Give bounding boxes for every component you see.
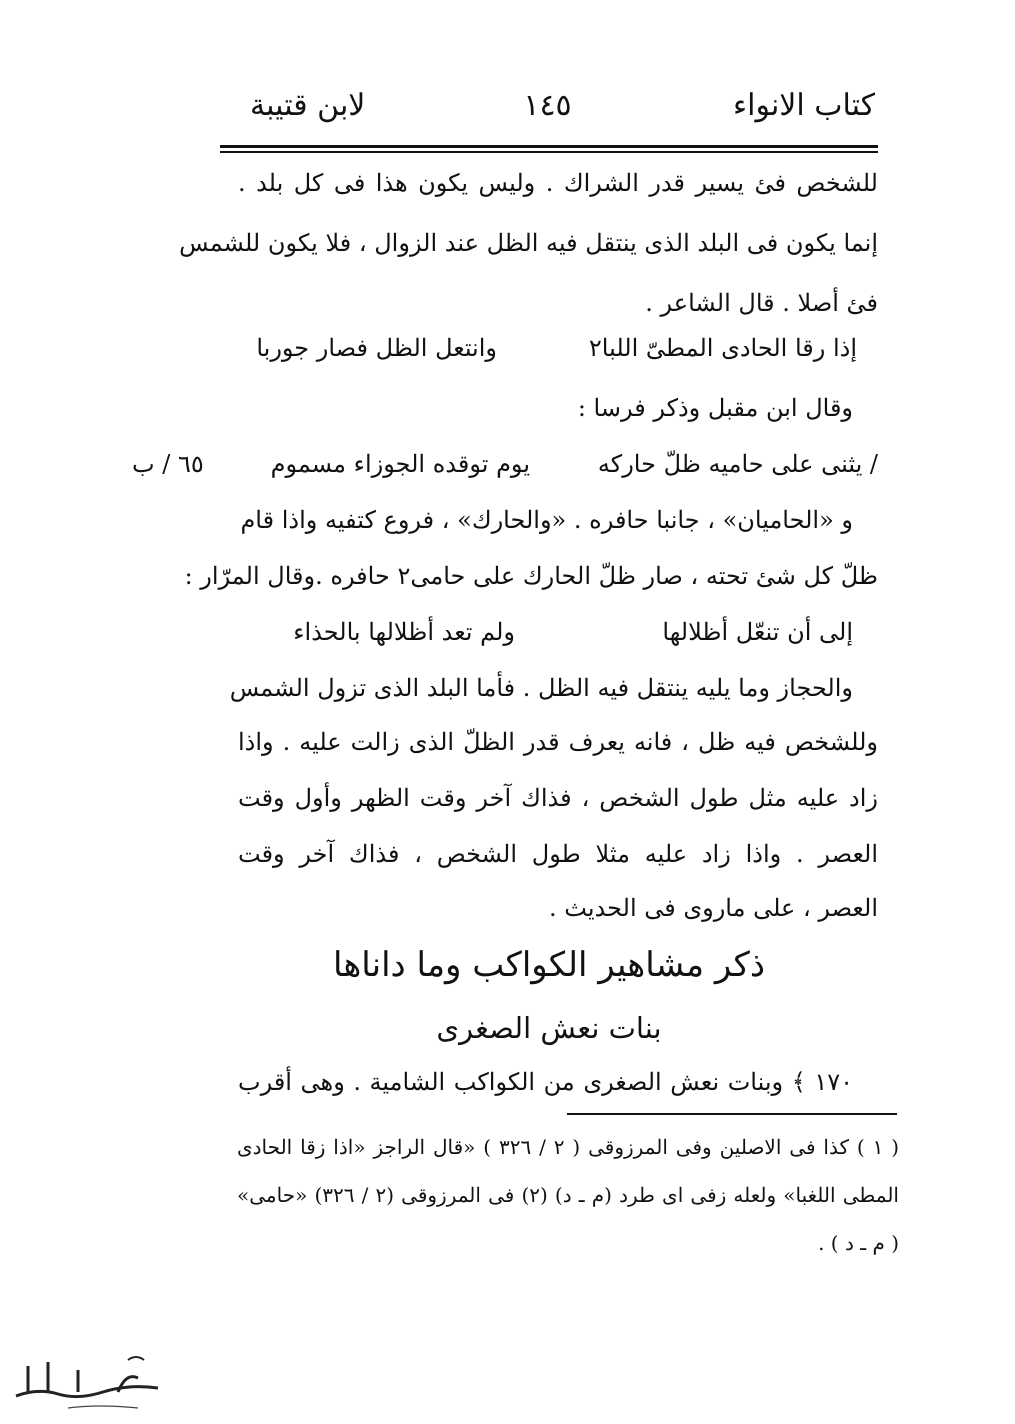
text-line: ١٧٠ ﴾ وبنات نعش الصغرى من الكواكب الشامية . وهى أقرب [238, 1068, 853, 1096]
text-line: العصر . واذا زاد عليه مثلا طول الشخص ، فذاك آخر وقت [238, 840, 878, 868]
section-heading: ذكر مشاهير الكواكب وما داناها [332, 945, 766, 985]
text-line: وللشخص فيه ظل ، فانه يعرف قدر الظلّ الذى زالت عليه . واذا [238, 728, 878, 756]
verse-2-hemistich-1: / يثنى على حاميه ظلّ حاركه [597, 450, 878, 478]
verse-3-hemistich-1: إلى أن تنعّل أظلالها [662, 618, 853, 646]
header-rule-thick [220, 145, 878, 148]
text-line: للشخص فئ يسير قدر الشراك . وليس يكون هذا فى كل بلد . [238, 169, 878, 197]
footnote-line: ( م ـ د ) . [818, 1231, 899, 1255]
header-rule-thin [220, 151, 878, 153]
text-line: فئ أصلا . قال الشاعر . [645, 289, 878, 317]
text-line: زاد عليه مثل طول الشخص ، فذاك آخر وقت الظهر وأول وقت [238, 784, 878, 812]
footnote-rule [567, 1113, 897, 1115]
text-line: والحجاز وما يليه ينتقل فيه الظل . فأما البلد الذى تزول الشمس [229, 674, 853, 702]
margin-folio-note: ٦٥ / ب [132, 450, 204, 478]
running-header [220, 88, 875, 138]
header-book-title: كتاب الانواء [733, 88, 875, 123]
publisher-seal-icon [8, 1348, 178, 1418]
footnote-line: ( ١ ) كذا فى الاصلين وفى المرزوقى ( ٢ / ٣٢٦ ) «قال الراجز «اذا زقا الحادى [237, 1135, 900, 1159]
text-line: وقال ابن مقبل وذكر فرسا : [577, 394, 853, 422]
text-line: العصر ، على ماروى فى الحديث . [549, 894, 878, 922]
header-author: لابن قتيبة [250, 88, 366, 123]
footnote-line: المطى اللغبا» ولعله زفى اى طرد (م ـ د) (٢) فى المرزوقى (٢ / ٣٢٦) «حامى» [237, 1183, 899, 1207]
verse-1-hemistich-2: وانتعل الظل فصار جوربا [256, 334, 497, 362]
page-number: ١٤٥ [523, 88, 572, 123]
text-line: و «الحاميان» ، جانبا حافره . «والحارك» ، فروع كتفيه واذا قام [240, 506, 853, 534]
text-line: إنما يكون فى البلد الذى ينتقل فيه الظل عند الزوال ، فلا يكون للشمس [179, 229, 878, 257]
verse-2-hemistich-2: يوم توقده الجوزاء مسموم [270, 450, 530, 478]
verse-3-hemistich-2: ولم تعد أظلالها بالحذاء [293, 618, 515, 646]
subsection-heading: بنات نعش الصغرى [436, 1011, 662, 1045]
text-line: ظلّ كل شئ تحته ، صار ظلّ الحارك على حامى٢ حافره .وقال المرّار : [184, 562, 878, 590]
verse-1-hemistich-1: إذا رقا الحادى المطىّ اللبا٢ [588, 334, 857, 362]
